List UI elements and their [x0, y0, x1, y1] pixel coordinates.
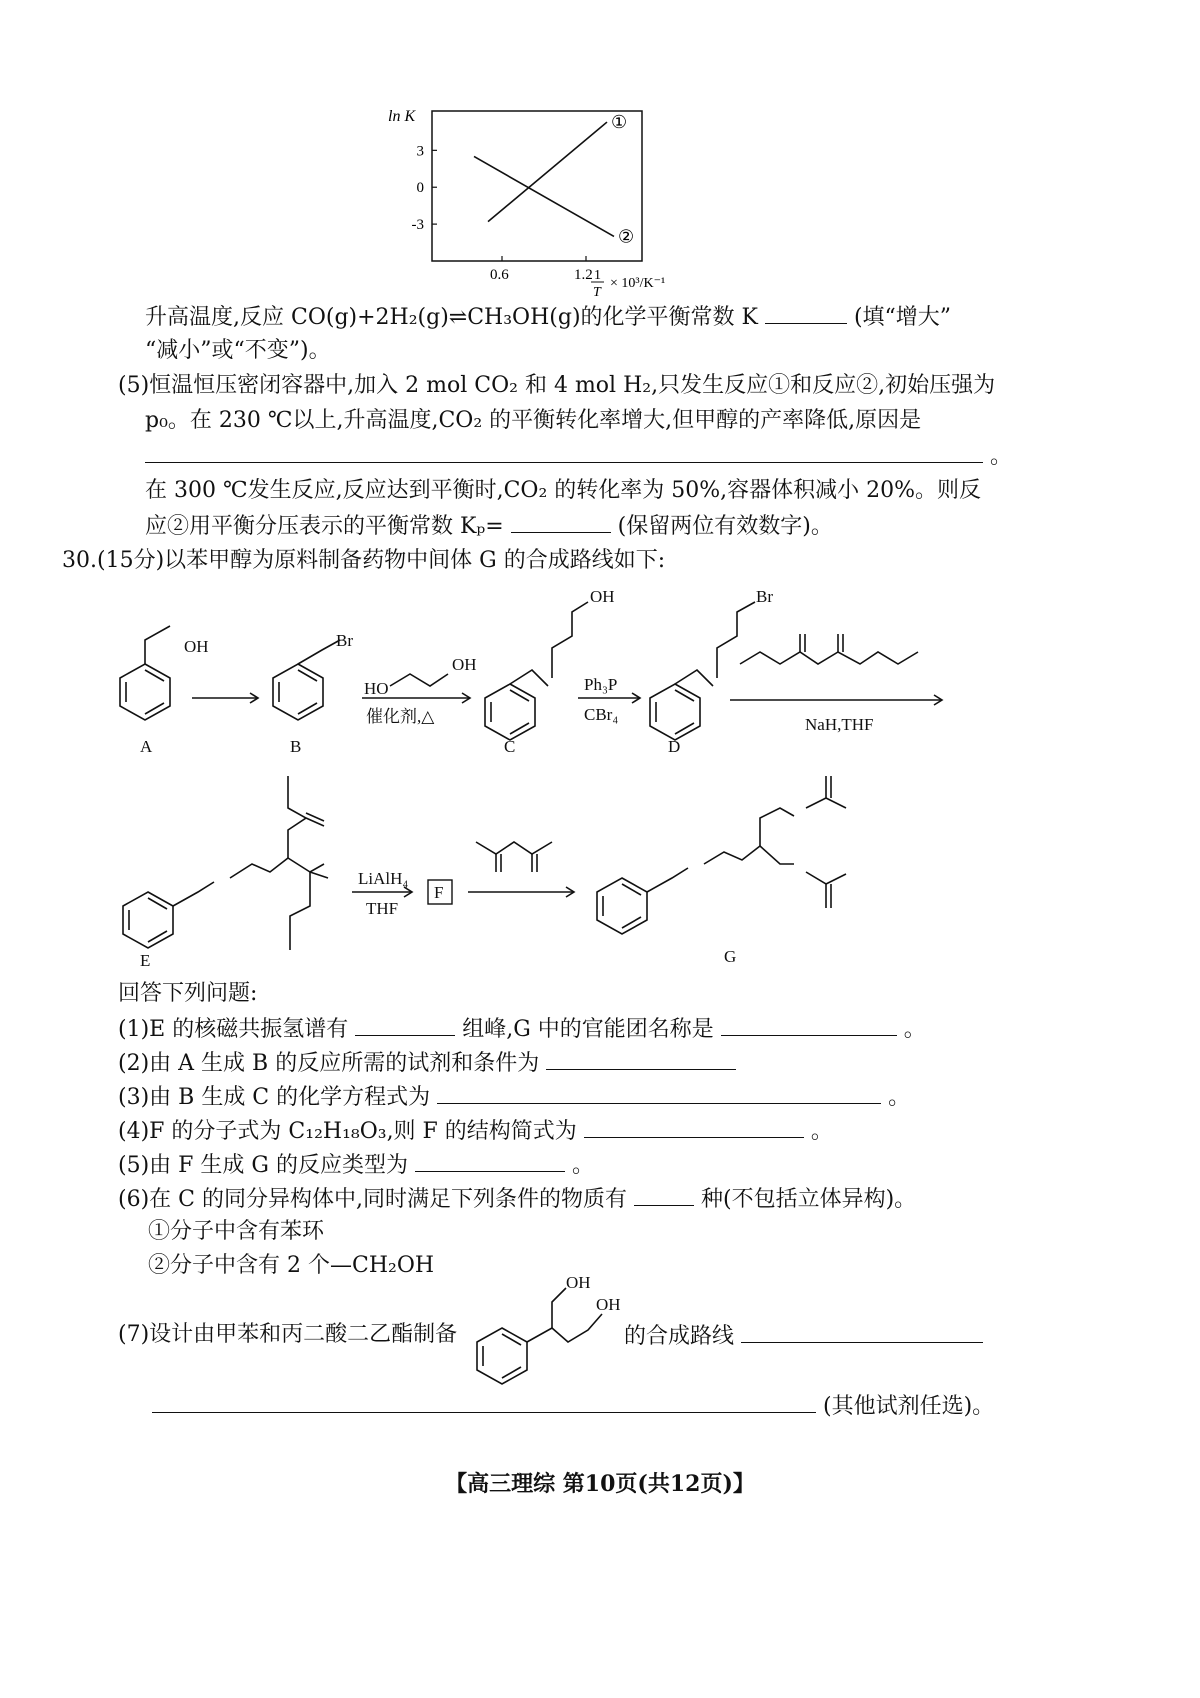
- label-thf: THF: [366, 899, 399, 918]
- sub6-blank[interactable]: [634, 1183, 694, 1206]
- molecule-c: [485, 602, 588, 740]
- sub-question-5: (5)由 F 生成 G 的反应类型为 。: [118, 1149, 594, 1181]
- q4-line1: 升高温度,反应 CO(g)+2H₂(g)⇌CH₃OH(g)的化学平衡常数 K (填“增大”: [145, 301, 951, 333]
- sub4-blank[interactable]: [584, 1115, 804, 1138]
- label-oh-target-2: OH: [596, 1295, 621, 1314]
- label-c: C: [504, 737, 516, 756]
- label-g: G: [724, 947, 737, 966]
- label-lialh4: LiAlH₄: [358, 869, 409, 888]
- sub1-groups-blank[interactable]: [721, 1013, 897, 1036]
- label-ho-glycol: HO: [364, 679, 389, 698]
- sub3-blank[interactable]: [437, 1081, 881, 1104]
- q5-line4: 在 300 ℃发生反应,反应达到平衡时,CO₂ 的转化率为 50%,容器体积减小 20%。则反: [145, 478, 982, 503]
- label-e: E: [140, 951, 151, 968]
- y-tick-label: 3: [416, 143, 424, 160]
- target-molecule: [468, 1270, 628, 1390]
- sub-question-1: (1)E 的核磁共振氢谱有 组峰,G 中的官能团名称是 。: [118, 1013, 926, 1045]
- sub2-blank[interactable]: [546, 1047, 736, 1070]
- x-tick-label: 1.2: [574, 267, 593, 283]
- condition-1: ①分子中含有苯环: [148, 1219, 325, 1244]
- q4-answer-blank[interactable]: [765, 301, 847, 324]
- q5-line1: (5)恒温恒压密闭容器中,加入 2 mol CO₂ 和 4 mol H₂,只发生反应①和反应②,初始压强为: [118, 373, 996, 398]
- q5-line5: 应②用平衡分压表示的平衡常数 Kₚ= (保留两位有效数字)。: [145, 510, 833, 542]
- molecule-b: [273, 640, 340, 720]
- sub-question-6: (6)在 C 的同分异构体中,同时满足下列条件的物质有 种(不包括立体异构)。: [118, 1183, 916, 1215]
- q5-line3: 。: [145, 440, 1012, 472]
- y-tick-label: 0: [416, 180, 424, 197]
- sub7-blank-2[interactable]: [152, 1390, 816, 1413]
- q4-line2: “减小”或“不变”)。: [145, 338, 331, 363]
- q5-kp-blank[interactable]: [511, 510, 611, 533]
- label-ph3p: Ph₃P: [584, 675, 618, 694]
- diethyl-malonate: [740, 634, 918, 664]
- sub-question-7-a: (7)设计由甲苯和丙二酸二乙酯制备: [118, 1322, 458, 1347]
- x-axis-label-num: 1: [594, 268, 601, 283]
- series-line-1: [488, 122, 607, 222]
- series-line-2: [474, 156, 614, 236]
- x-axis-label-rest: × 10³/K⁻¹: [610, 276, 666, 291]
- label-oh-a: OH: [184, 637, 209, 656]
- sub5-blank[interactable]: [415, 1149, 565, 1172]
- molecule-g: [597, 776, 846, 934]
- sub-question-3: (3)由 B 生成 C 的化学方程式为 。: [118, 1081, 910, 1113]
- condition-2: ②分子中含有 2 个—CH₂OH: [148, 1253, 435, 1278]
- series-label-2: ②: [618, 226, 635, 247]
- y-axis-label: ln K: [388, 108, 416, 125]
- label-f: F: [434, 883, 444, 902]
- sub-question-7-line2: (其他试剂任选)。: [152, 1390, 994, 1422]
- label-catalyst: 催化剂,△: [366, 707, 435, 726]
- molecule-d: [650, 602, 755, 740]
- sub-question-7-b: 的合成路线: [624, 1320, 983, 1352]
- sub-question-2: (2)由 A 生成 B 的反应所需的试剂和条件为: [118, 1047, 736, 1079]
- lnk-chart: [380, 95, 710, 305]
- label-oh-target-1: OH: [566, 1273, 591, 1292]
- label-br-b: Br: [336, 631, 353, 650]
- label-nah-thf: NaH,THF: [805, 715, 874, 734]
- synthesis-scheme-row2: [110, 768, 870, 968]
- x-axis-label-den: T: [593, 285, 601, 300]
- label-br-d: Br: [756, 587, 773, 606]
- label-b: B: [290, 737, 302, 756]
- synthesis-scheme-row1: [100, 580, 960, 760]
- label-oh-c: OH: [590, 587, 615, 606]
- molecule-a: [120, 626, 170, 720]
- page-footer: 【高三理综 第10页(共12页)】: [445, 1471, 755, 1497]
- x-tick-label: 0.6: [490, 267, 509, 283]
- answer-intro: 回答下列问题:: [118, 981, 258, 1006]
- label-cbr4: CBr₄: [584, 705, 619, 724]
- sub-question-4: (4)F 的分子式为 C₁₂H₁₈O₃,则 F 的结构简式为 。: [118, 1115, 833, 1147]
- y-tick-label: -3: [411, 217, 424, 234]
- q5-line2: p₀。在 230 ℃以上,升高温度,CO₂ 的平衡转化率增大,但甲醇的产率降低,原因是: [145, 408, 922, 433]
- sub1-peaks-blank[interactable]: [355, 1013, 455, 1036]
- series-label-1: ①: [611, 112, 628, 133]
- plot-frame: [432, 111, 642, 261]
- label-a: A: [140, 737, 153, 756]
- sub7-blank-1[interactable]: [741, 1320, 983, 1343]
- molecule-e: [123, 776, 328, 950]
- acetic-anhydride: [476, 842, 552, 872]
- q30-title: 30.(15分)以苯甲醇为原料制备药物中间体 G 的合成路线如下:: [62, 548, 666, 573]
- q5-reason-blank[interactable]: [145, 440, 983, 463]
- label-d: D: [668, 737, 681, 756]
- label-oh-glycol: OH: [452, 655, 477, 674]
